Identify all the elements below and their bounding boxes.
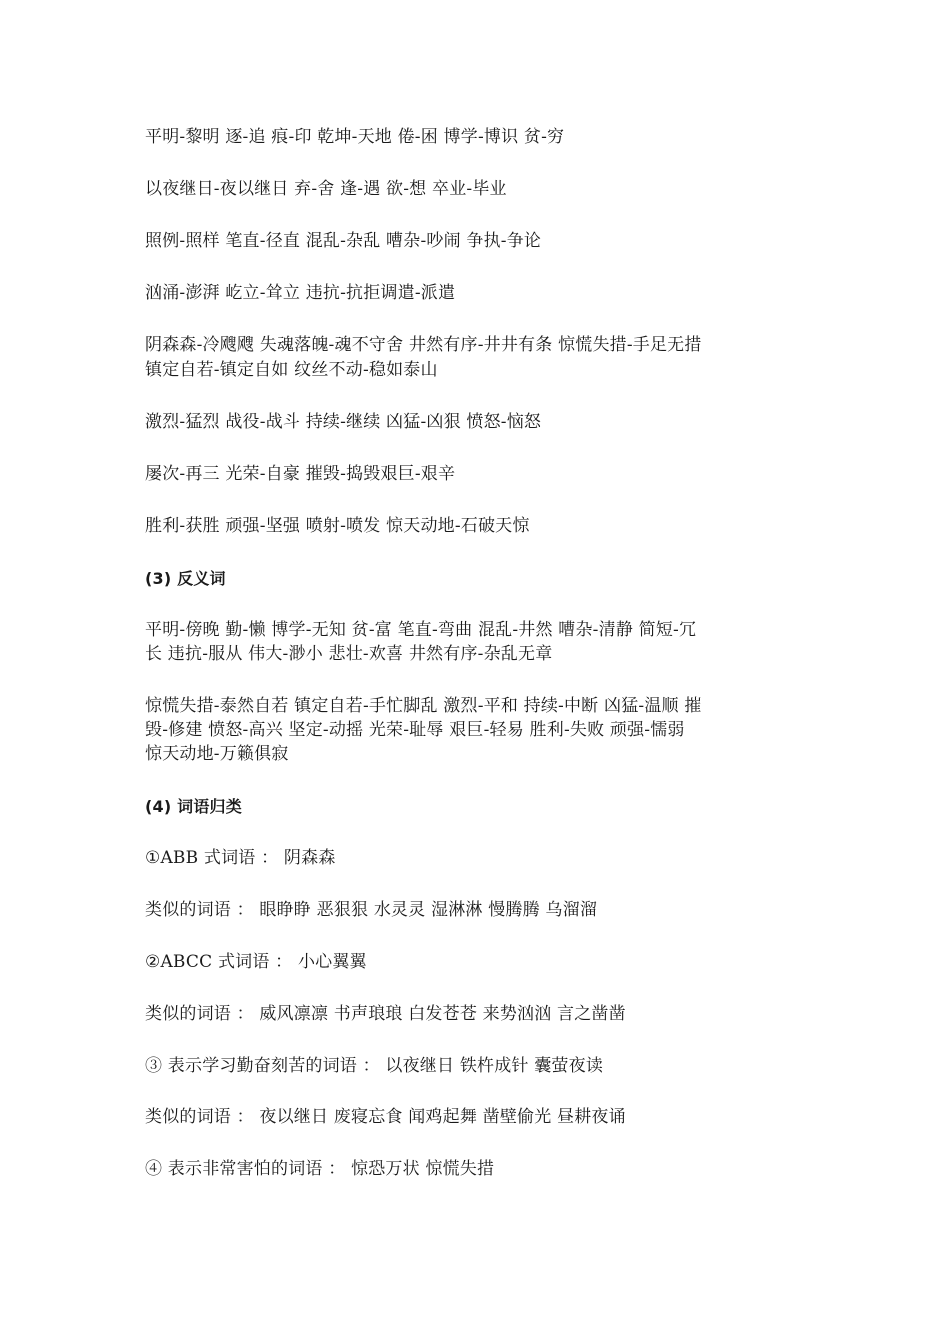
antonym-line-5: 惊天动地-万籁俱寂: [145, 744, 289, 764]
synonym-line-9: 胜利-获胜 顽强-坚强 喷射-喷发 惊天动地-石破天惊: [145, 516, 530, 536]
synonym-line-2: 以夜继日-夜以继日 弃-舍 逢-遇 欲-想 卒业-毕业: [145, 179, 507, 199]
classification-line-5: ③ 表示学习勤奋刻苦的词语 ： 以夜继日 铁杵成针 囊萤夜读: [145, 1056, 604, 1076]
antonym-line-4: 毁-修建 愤怒-高兴 坚定-动摇 光荣-耻辱 艰巨-轻易 胜利-失败 顽强-懦弱: [145, 720, 685, 740]
synonym-line-8: 屡次-再三 光荣-自豪 摧毁-捣毁艰巨-艰辛: [145, 464, 456, 484]
synonym-line-7: 激烈-猛烈 战役-战斗 持续-继续 凶猛-凶狠 愤怒-恼怒: [145, 412, 542, 432]
synonym-line-1: 平明-黎明 逐-追 痕-印 乾坤-天地 倦-困 博学-博识 贫-穷: [145, 127, 565, 147]
antonym-heading: (3) 反义词: [145, 569, 226, 588]
synonym-line-4: 汹涌-澎湃 屹立-耸立 违抗-抗拒调遣-派遣: [145, 283, 456, 303]
classification-line-7: ④ 表示非常害怕的词语 ： 惊恐万状 惊慌失措: [145, 1159, 495, 1179]
classification-line-4: 类似的词语 ： 威风凛凛 书声琅琅 白发苍苍 来势汹汹 言之凿凿: [145, 1004, 626, 1024]
classification-line-6: 类似的词语 ： 夜以继日 废寝忘食 闻鸡起舞 凿壁偷光 昼耕夜诵: [145, 1107, 626, 1127]
classification-line-2: 类似的词语 ： 眼睁睁 恶狠狠 水灵灵 湿淋淋 慢腾腾 乌溜溜: [145, 900, 598, 920]
synonym-line-6: 镇定自若-镇定自如 纹丝不动-稳如泰山: [145, 360, 438, 380]
synonym-line-3: 照例-照样 笔直-径直 混乱-杂乱 嘈杂-吵闹 争执-争论: [145, 231, 542, 251]
classification-heading: (4) 词语归类: [145, 797, 242, 816]
classification-line-1: ①ABB 式词语 ： 阴森森: [145, 848, 336, 868]
antonym-line-1: 平明-傍晚 勤-懒 博学-无知 贫-富 笔直-弯曲 混乱-井然 嘈杂-清静 简短-冗: [145, 620, 697, 640]
antonym-line-2: 长 违抗-服从 伟大-渺小 悲壮-欢喜 井然有序-杂乱无章: [145, 644, 553, 664]
synonym-line-5: 阴森森-冷飕飕 失魂落魄-魂不守舍 井然有序-井井有条 惊慌失措-手足无措: [145, 335, 702, 355]
classification-line-3: ②ABCC 式词语 ： 小心翼翼: [145, 952, 367, 972]
antonym-line-3: 惊慌失措-泰然自若 镇定自若-手忙脚乱 激烈-平和 持续-中断 凶猛-温顺 摧: [145, 696, 702, 716]
